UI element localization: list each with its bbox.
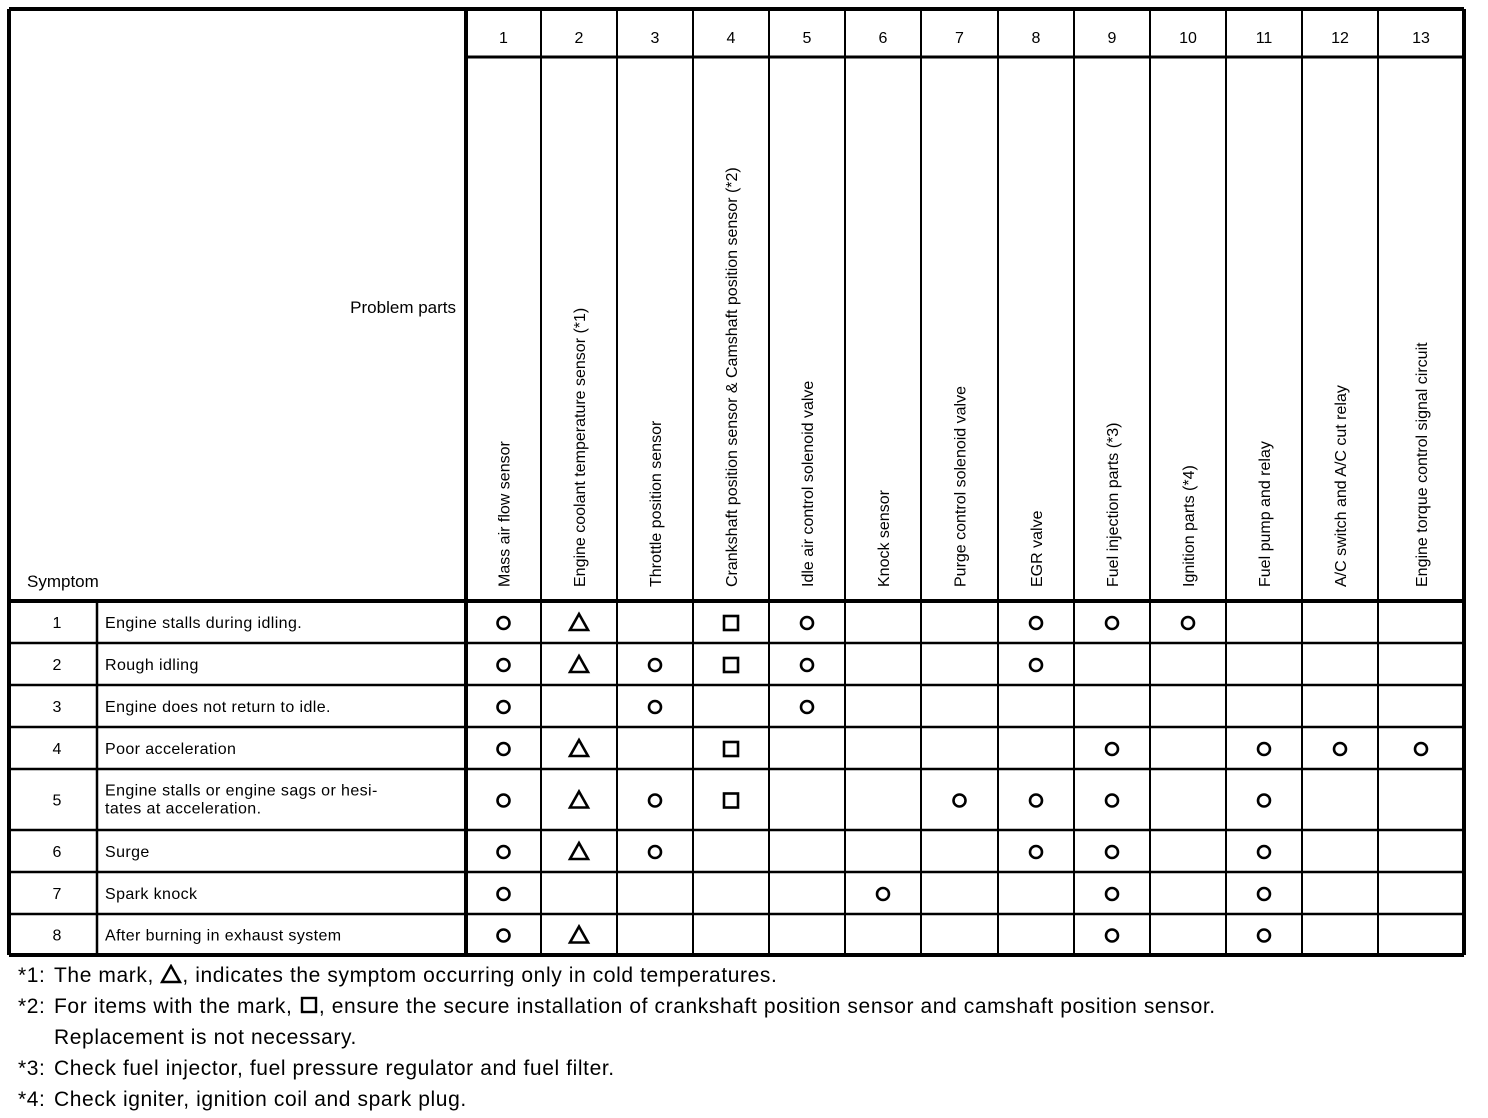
symptom-number: 7 [52, 886, 62, 903]
circle-mark [801, 617, 813, 629]
circle-mark [1030, 846, 1042, 858]
circle-mark [1106, 888, 1118, 900]
circle-mark [1182, 617, 1194, 629]
part-label: Crankshaft position sensor & Camshaft position sensor (*2) [724, 167, 741, 587]
triangle-mark [570, 656, 588, 672]
part-number: 11 [1255, 30, 1273, 47]
footnote-text: Check fuel injector, fuel pressure regulator and fuel filter. [54, 1057, 615, 1080]
circle-mark [649, 846, 661, 858]
square-mark [724, 742, 738, 756]
circle-mark [1415, 743, 1427, 755]
circle-mark [649, 795, 661, 807]
part-label: EGR valve [1029, 510, 1046, 587]
footnote-text-line2: Replacement is not necessary. [54, 1026, 357, 1049]
circle-mark [1258, 930, 1270, 942]
footnote-text: , ensure the secure installation of crankshaft position sensor and camshaft position sensor. [318, 995, 1216, 1018]
part-label: Idle air control solenoid valve [800, 380, 817, 587]
triangle-mark [570, 614, 588, 630]
triangle-mark [570, 927, 588, 943]
circle-mark [1106, 743, 1118, 755]
part-number: 1 [499, 30, 508, 47]
symptom-text: After burning in exhaust system [105, 927, 342, 945]
circle-mark [1030, 659, 1042, 671]
part-label: Fuel injection parts (*3) [1105, 422, 1122, 587]
symptom-number: 2 [52, 657, 62, 674]
part-label: Ignition parts (*4) [1181, 465, 1198, 587]
circle-mark [1258, 743, 1270, 755]
symptom-text: Poor acceleration [105, 741, 237, 758]
circle-mark [1030, 617, 1042, 629]
symptom-text: Engine stalls or engine sags or hesi- [105, 782, 378, 800]
circle-mark [1030, 795, 1042, 807]
footnote-text: For items with the mark, [54, 995, 293, 1018]
circle-mark [498, 795, 510, 807]
symptom-number: 5 [52, 792, 62, 810]
circle-mark [1106, 795, 1118, 807]
footnote-key: *1: [18, 964, 46, 987]
square-mark [724, 794, 738, 808]
circle-mark [1106, 930, 1118, 942]
circle-mark [498, 888, 510, 900]
symptom-header: Symptom [27, 572, 99, 591]
symptom-text: Spark knock [105, 886, 198, 903]
circle-mark [498, 701, 510, 713]
footnote-key: *3: [18, 1057, 46, 1080]
symptom-number: 4 [52, 741, 62, 758]
footnote-text: The mark, [54, 964, 154, 987]
square-mark [724, 616, 738, 630]
circle-mark [649, 701, 661, 713]
circle-mark [954, 795, 966, 807]
part-number: 8 [1031, 30, 1041, 47]
symptom-text: Surge [105, 844, 150, 861]
symptom-text: Rough idling [105, 657, 199, 674]
symptom-text: Engine does not return to idle. [105, 699, 331, 716]
circle-mark [1106, 846, 1118, 858]
part-label: Purge control solenoid valve [952, 385, 970, 587]
part-label: Engine torque control signal circuit [1414, 342, 1431, 587]
part-number: 10 [1179, 30, 1197, 47]
part-label: Knock sensor [876, 490, 893, 587]
part-label: A/C switch and A/C cut relay [1333, 385, 1350, 587]
circle-mark [498, 743, 510, 755]
circle-mark [1258, 888, 1270, 900]
part-number: 9 [1107, 30, 1117, 47]
part-label: Throttle position sensor [648, 420, 665, 587]
symptom-number: 3 [52, 699, 62, 716]
circle-mark [649, 659, 661, 671]
triangle-mark [570, 792, 588, 808]
circle-mark [498, 617, 510, 629]
part-number: 2 [574, 30, 584, 47]
symptom-number: 6 [52, 844, 62, 861]
circle-mark [1258, 846, 1270, 858]
part-number: 4 [726, 30, 736, 47]
circle-mark [801, 701, 813, 713]
symptom-text: tates at acceleration. [105, 800, 262, 818]
part-label: Engine coolant temperature sensor (*1) [572, 307, 589, 587]
triangle-mark [570, 843, 588, 859]
triangle-mark [570, 740, 588, 756]
symptom-text: Engine stalls during idling. [105, 615, 303, 632]
circle-mark [1106, 617, 1118, 629]
circle-mark [498, 659, 510, 671]
footnote-4 [18, 1084, 1478, 1115]
circle-mark [801, 659, 813, 671]
problem-parts-header: Problem parts [350, 298, 456, 317]
symptom-number: 8 [52, 927, 62, 945]
footnote-1 [18, 960, 1478, 991]
footnote-text: Check igniter, ignition coil and spark plug. [54, 1088, 467, 1111]
footnote-2 [18, 991, 1478, 1053]
square-mark [724, 658, 738, 672]
part-number: 5 [802, 30, 812, 47]
part-number: 7 [955, 30, 964, 47]
circle-mark [877, 888, 889, 900]
part-number: 12 [1331, 30, 1349, 47]
circle-mark [1258, 795, 1270, 807]
circle-mark [498, 930, 510, 942]
part-number: 3 [650, 30, 660, 47]
part-label: Mass air flow sensor [496, 441, 514, 587]
circle-mark [498, 846, 510, 858]
footnote-key: *4: [18, 1088, 46, 1111]
footnotes [18, 960, 1478, 1115]
part-label: Fuel pump and relay [1257, 441, 1274, 587]
part-number: 13 [1412, 30, 1430, 47]
circle-mark [1334, 743, 1346, 755]
footnote-key: *2: [18, 995, 46, 1018]
symptom-number: 1 [52, 615, 62, 632]
triangle-mark-icon [160, 964, 182, 984]
footnote-text: , indicates the symptom occurring only in cold temperatures. [182, 964, 778, 987]
footnote-3 [18, 1053, 1478, 1084]
part-number: 6 [878, 30, 888, 47]
square-mark-icon [299, 995, 319, 1015]
